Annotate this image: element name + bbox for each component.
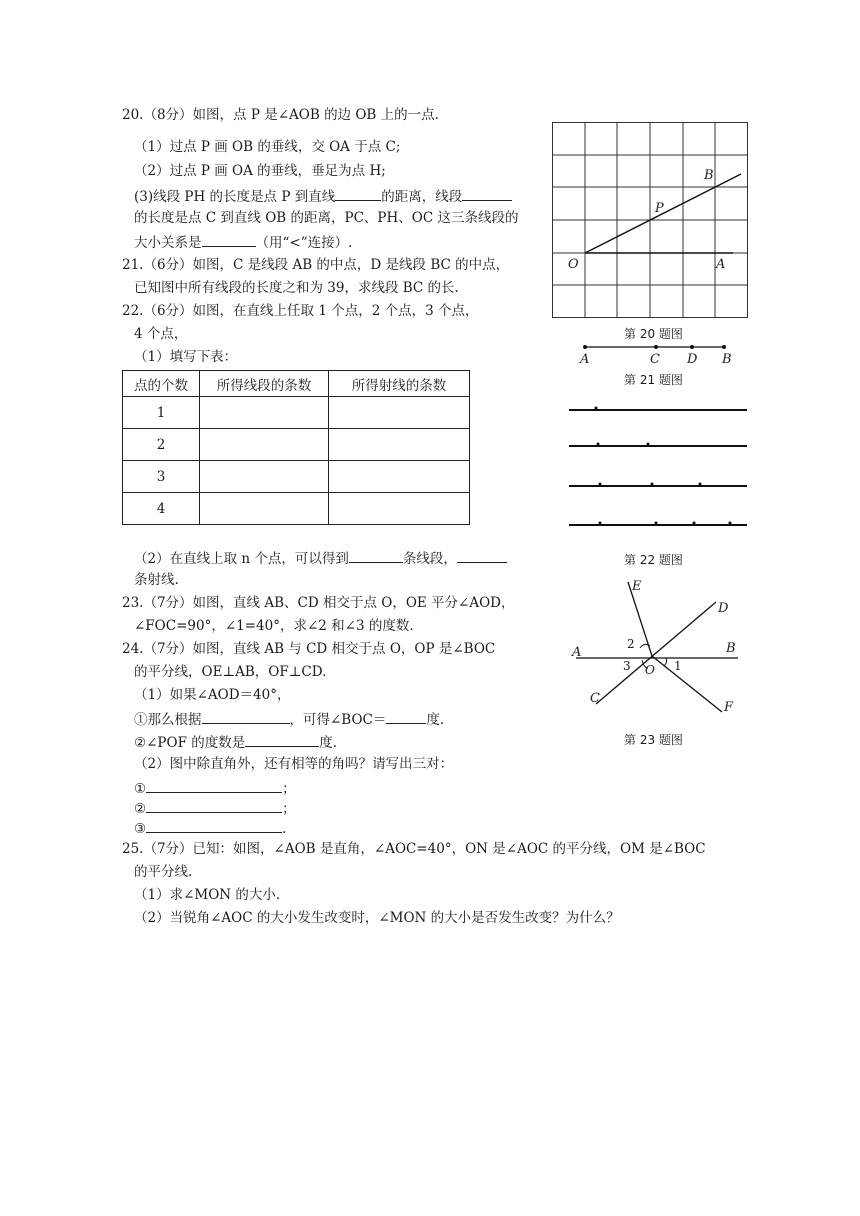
table-cell: 3 — [123, 461, 200, 493]
table-cell: 1 — [123, 397, 200, 429]
table-header: 点的个数 — [123, 371, 200, 397]
figure-23-angles — [566, 576, 746, 724]
q21-line1: 21.（6分）如图，C 是线段 AB 的中点，D 是线段 BC 的中点， — [122, 257, 510, 273]
figure-23-caption: 第 23 题图 — [624, 733, 683, 747]
label-e: E — [632, 579, 642, 594]
answer-cell[interactable] — [200, 493, 329, 525]
table-header: 所得射线的条数 — [329, 371, 470, 397]
q20-step3-line3 — [134, 232, 352, 252]
point — [595, 407, 598, 410]
q24-step1b-pre: ②∠POF 的度数是 — [134, 735, 246, 751]
answer-blank[interactable] — [146, 818, 282, 833]
point — [597, 443, 600, 446]
q24-step1b-post: 度. — [319, 735, 338, 751]
q24-marker-2: ② — [134, 801, 147, 817]
label-f: F — [724, 700, 734, 715]
angle-2-label: 2 — [627, 637, 635, 651]
table-header: 所得线段的条数 — [200, 371, 329, 397]
answer-blank[interactable] — [462, 186, 512, 201]
q22-step2-line2: 条射线. — [134, 572, 179, 588]
q20-title: 20.（8分）如图，点 P 是∠AOB 的边 OB 上的一点. — [122, 107, 439, 123]
q20-step3-line1 — [134, 186, 512, 206]
answer-blank[interactable] — [146, 798, 282, 813]
table-row — [123, 397, 470, 429]
label-a: A — [572, 645, 582, 660]
point — [599, 483, 602, 486]
table-cell: 2 — [123, 429, 200, 461]
answer-cell[interactable] — [200, 429, 329, 461]
answer-cell[interactable] — [329, 493, 470, 525]
answer-cell[interactable] — [329, 429, 470, 461]
figure-20-grid — [552, 122, 748, 318]
q22-line2: 4 个点， — [134, 326, 188, 342]
label-a: A — [580, 352, 590, 367]
point — [647, 443, 650, 446]
q24-step1a-pre: ①那么根据 — [134, 712, 202, 728]
answer-blank[interactable] — [202, 232, 256, 247]
q20-step3-text-b: 的距离，线段 — [381, 189, 463, 205]
q22-step2-text-a: （2）在直线上取 n 个点，可以得到 — [134, 551, 349, 567]
table-row — [123, 461, 470, 493]
label-d: D — [687, 352, 698, 367]
ray-of — [652, 656, 722, 712]
label-b: B — [722, 352, 732, 367]
q24-marker-3: ③ — [134, 821, 147, 837]
q24-step2: （2）图中除直角外，还有相等的角吗？请写出三对： — [134, 756, 454, 772]
answer-blank[interactable] — [335, 186, 381, 201]
q25-step2: （2）当锐角∠AOC 的大小发生改变时，∠MON 的大小是否发生改变？为什么？ — [134, 910, 620, 926]
q22-step2-line1 — [134, 548, 507, 568]
table-header-row — [123, 371, 470, 397]
label-p: P — [655, 201, 664, 216]
q23-line1: 23.（7分）如图，直线 AB、CD 相交于点 O，OE 平分∠AOD， — [122, 595, 515, 611]
q20-step1: （1）过点 P 画 OB 的垂线，交 OA 于点 C; — [134, 139, 401, 155]
answer-cell[interactable] — [200, 397, 329, 429]
label-c: C — [650, 352, 660, 367]
table-cell: 4 — [123, 493, 200, 525]
q25-step1: （1）求∠MON 的大小. — [134, 887, 281, 903]
q20-step2: （2）过点 P 画 OA 的垂线，垂足为点 H; — [134, 163, 386, 179]
angle-1-label: 1 — [674, 659, 682, 673]
q24-answer-1 — [134, 778, 296, 798]
q24-step1a-post: 度. — [426, 712, 445, 728]
q24-punct-2: ； — [282, 801, 296, 817]
angle-3-label: 3 — [623, 659, 631, 673]
q24-marker-1: ① — [134, 781, 147, 797]
q24-line2: 的平分线，OE⊥AB，OF⊥CD. — [134, 664, 327, 680]
label-o: O — [645, 663, 655, 677]
line-cd — [596, 602, 716, 704]
points-count-table — [122, 370, 470, 525]
figure-21-segment — [576, 340, 736, 370]
point — [599, 522, 602, 525]
q22-step2-text-b: 条线段， — [402, 551, 457, 567]
answer-blank[interactable] — [202, 709, 290, 724]
q23-line2: ∠FOC=90°，∠1=40°，求∠2 和∠3 的度数. — [134, 618, 414, 634]
point — [699, 483, 702, 486]
answer-blank[interactable] — [349, 548, 403, 563]
angle-1-arc — [664, 658, 667, 666]
q20-step3-text-a: (3)线段 PH 的长度是点 P 到直线 — [134, 189, 336, 205]
point — [655, 522, 658, 525]
table-row — [123, 493, 470, 525]
q24-step1: （1）如果∠AOD＝40°， — [134, 687, 291, 703]
label-a: A — [716, 257, 726, 272]
point-b — [722, 345, 726, 349]
answer-blank[interactable] — [386, 709, 426, 724]
q24-answer-3 — [134, 818, 286, 838]
figure-22-lines — [566, 400, 750, 530]
answer-cell[interactable] — [329, 461, 470, 493]
answer-blank[interactable] — [146, 778, 282, 793]
q25-line1: 25.（7分）已知：如图，∠AOB 是直角，∠AOC=40°，ON 是∠AOC 的平分线，OM 是∠BOC — [122, 841, 706, 857]
point — [729, 522, 732, 525]
q24-step1a — [134, 709, 444, 729]
point-c — [654, 345, 658, 349]
figure-20-caption: 第 20 题图 — [624, 327, 683, 341]
q24-step1b — [134, 732, 337, 752]
q20-step3-line2: 的长度是点 C 到直线 OB 的距离，PC、PH、OC 这三条线段的 — [134, 210, 519, 226]
q24-answer-2 — [134, 798, 296, 818]
q20-step3-text-e: （用“<”连接）. — [255, 235, 353, 251]
point-a — [583, 345, 587, 349]
q25-line2: 的平分线. — [134, 864, 193, 880]
q22-line1: 22.（6分）如图，在直线上任取 1 个点，2 个点，3 个点， — [122, 303, 479, 319]
label-d: D — [718, 601, 729, 616]
label-b: B — [726, 641, 736, 656]
q24-line1: 24.（7分）如图，直线 AB 与 CD 相交于点 O，OP 是∠BOC — [122, 641, 496, 657]
answer-cell[interactable] — [200, 461, 329, 493]
answer-cell[interactable] — [329, 397, 470, 429]
q24-punct-1: ； — [282, 781, 296, 797]
q21-line2: 已知图中所有线段的长度之和为 39，求线段 BC 的长. — [134, 280, 459, 296]
q24-step1a-mid: ，可得∠BOC＝ — [289, 712, 387, 728]
table-row — [123, 429, 470, 461]
point — [693, 522, 696, 525]
figure-21-caption: 第 21 题图 — [624, 373, 683, 387]
point — [651, 483, 654, 486]
label-b: B — [704, 168, 714, 183]
label-o: O — [568, 257, 579, 272]
q20-step3-text-d: 大小关系是 — [134, 235, 202, 251]
answer-blank[interactable] — [245, 732, 319, 747]
label-c: C — [590, 691, 600, 706]
point-d — [690, 345, 694, 349]
q22-step1: （1）填写下表： — [134, 349, 238, 365]
figure-22-caption: 第 22 题图 — [624, 553, 683, 567]
answer-blank[interactable] — [457, 548, 507, 563]
q24-punct-3: . — [282, 821, 287, 837]
